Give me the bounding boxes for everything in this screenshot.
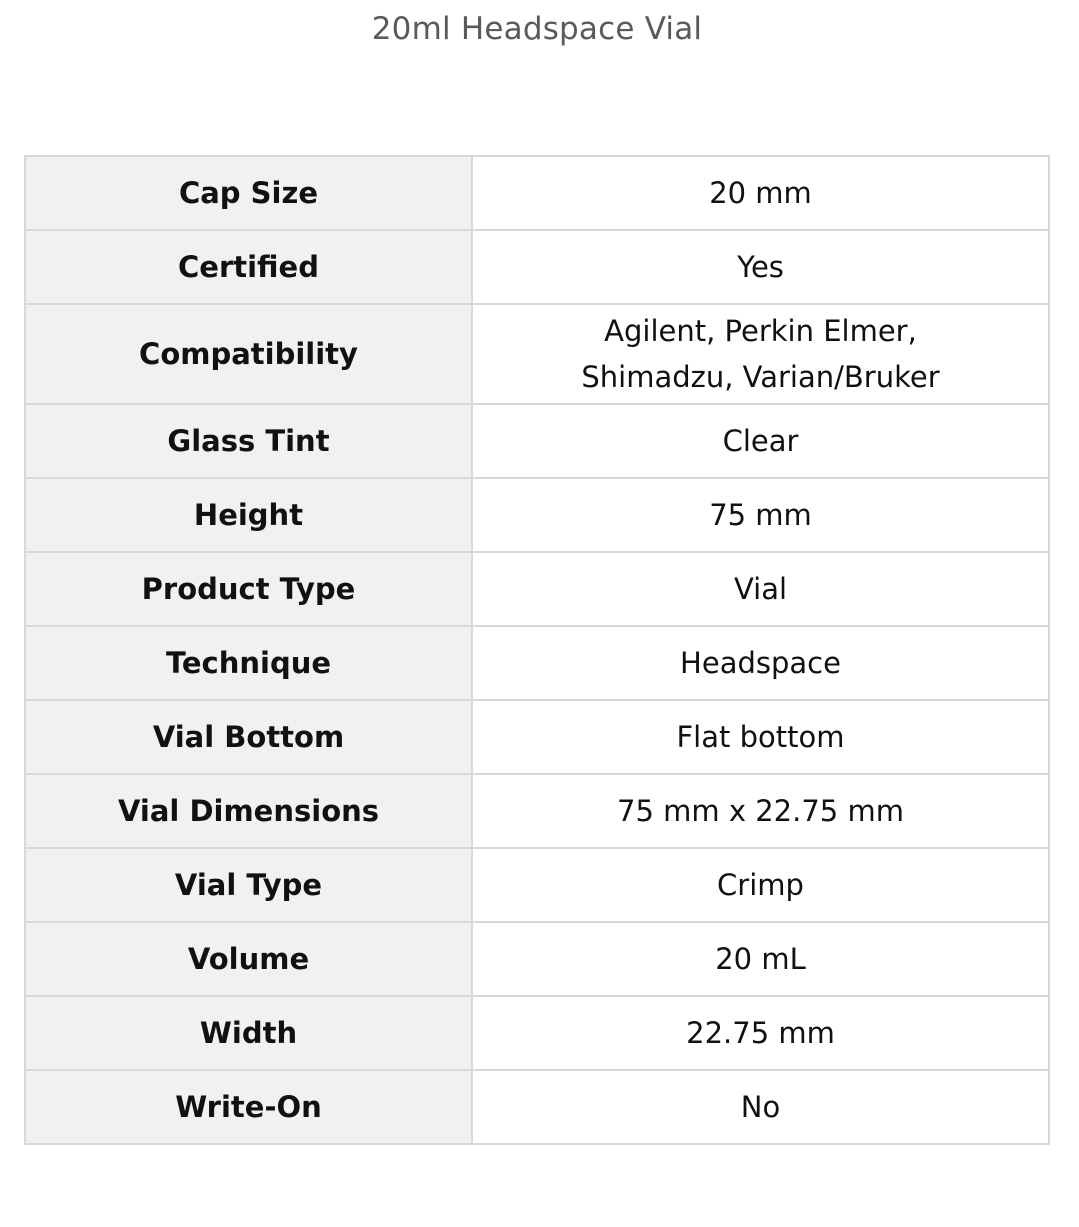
table-row: [25, 156, 1049, 230]
table-row: [25, 552, 1049, 626]
table-row: [25, 1070, 1049, 1144]
table-row: [25, 700, 1049, 774]
spec-value-cap-size: 20 mm: [472, 156, 1049, 230]
spec-table: [24, 155, 1050, 1145]
spec-value-write-on: No: [472, 1070, 1049, 1144]
spec-value-height: 75 mm: [472, 478, 1049, 552]
spec-label-technique: Technique: [25, 626, 472, 700]
spec-value-vial-bottom: Flat bottom: [472, 700, 1049, 774]
table-row: [25, 626, 1049, 700]
table-row: [25, 478, 1049, 552]
spec-label-certified: Certified: [25, 230, 472, 304]
spec-value-volume: 20 mL: [472, 922, 1049, 996]
table-row: [25, 922, 1049, 996]
page-title: 20ml Headspace Vial: [371, 11, 703, 47]
table-row: [25, 774, 1049, 848]
spec-value-product-type: Vial: [472, 552, 1049, 626]
spec-label-vial-type: Vial Type: [25, 848, 472, 922]
table-row: [25, 404, 1049, 478]
spec-label-width: Width: [25, 996, 472, 1070]
table-row: [25, 848, 1049, 922]
compatibility-line-1: Agilent, Perkin Elmer,: [604, 314, 917, 348]
spec-value-glass-tint: Clear: [472, 404, 1049, 478]
spec-label-height: Height: [25, 478, 472, 552]
spec-label-vial-dimensions: Vial Dimensions: [25, 774, 472, 848]
spec-label-volume: Volume: [25, 922, 472, 996]
spec-label-vial-bottom: Vial Bottom: [25, 700, 472, 774]
spec-value-vial-type: Crimp: [472, 848, 1049, 922]
spec-value-width: 22.75 mm: [472, 996, 1049, 1070]
table-row: [25, 230, 1049, 304]
spec-label-cap-size: Cap Size: [25, 156, 472, 230]
spec-value-vial-dimensions: 75 mm x 22.75 mm: [472, 774, 1049, 848]
spec-label-write-on: Write-On: [25, 1070, 472, 1144]
spec-label-compatibility: Compatibility: [25, 304, 472, 404]
table-row: [25, 996, 1049, 1070]
spec-value-technique: Headspace: [472, 626, 1049, 700]
spec-label-product-type: Product Type: [25, 552, 472, 626]
spec-label-glass-tint: Glass Tint: [25, 404, 472, 478]
compatibility-line-2: Shimadzu, Varian/Bruker: [581, 360, 940, 394]
spec-value-certified: Yes: [472, 230, 1049, 304]
table-row: [25, 304, 1049, 404]
spec-value-compatibility: [472, 304, 1049, 404]
